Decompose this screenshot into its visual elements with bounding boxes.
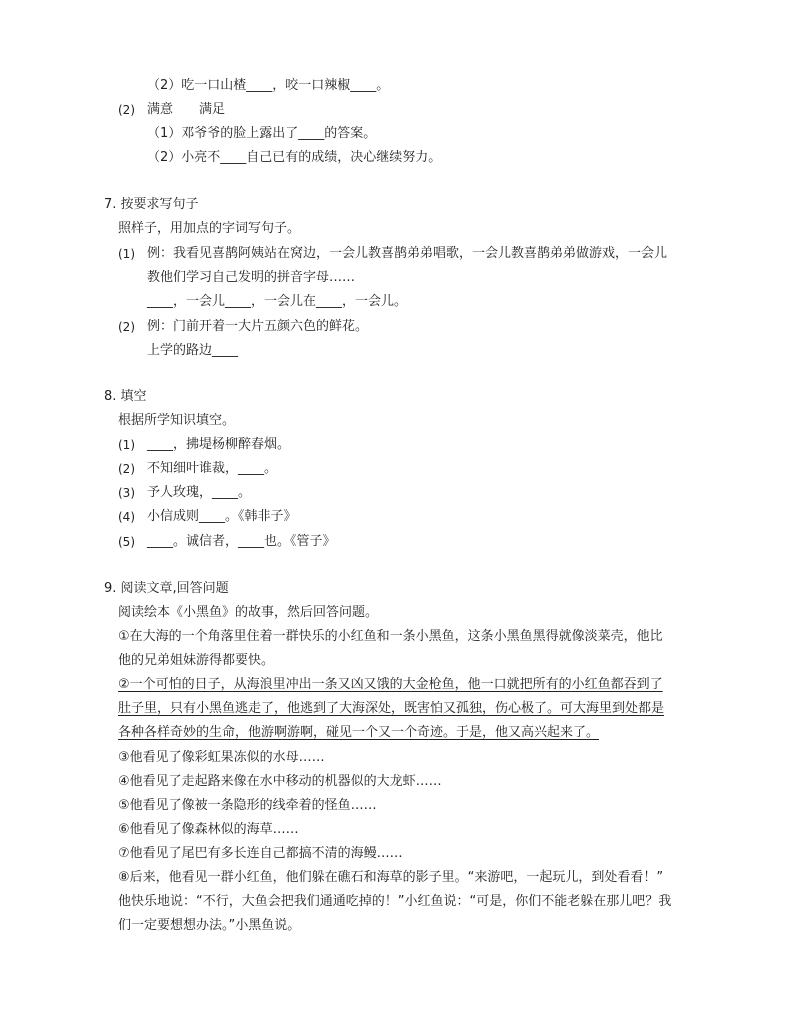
- q7-example-1b: 教他们学习自己发明的拼音字母……: [147, 270, 356, 285]
- q7-item-number-1: (1): [118, 247, 135, 261]
- q9-paragraph-3: ③他看见了像彩虹果冻似的水母……: [118, 750, 325, 765]
- q6-word-choices: 满意 满足: [147, 102, 226, 117]
- q9-paragraph-2c-underlined: 各种各样奇妙的生命，他游啊游啊，碰见一个又一个奇迹。于是，他又高兴起来了。: [118, 725, 600, 740]
- q8-item-number: (5): [118, 535, 135, 549]
- q8-title: 8. 填空: [104, 389, 147, 404]
- q9-paragraph-4: ④他看见了走起路来像在水中移动的机器似的大龙虾……: [118, 774, 442, 789]
- q8-item-text: 予人玫瑰，____。: [147, 485, 252, 500]
- q9-paragraph-1a: ①在大海的一个角落里住着一群快乐的小红鱼和一条小黑鱼，这条小黑鱼黑得就像淡菜壳，他比: [118, 629, 663, 644]
- q9-paragraph-2b-underlined: 肚子里，只有小黑鱼逃走了，他逃到了大海深处，既害怕又孤独，伤心极了。可大海里到处都是: [118, 701, 665, 716]
- q9-paragraph-6: ⑥他看见了像森林似的海草……: [118, 822, 299, 837]
- q9-paragraph-8b: 他快乐地说：“不行，大鱼会把我们通通吃掉的！”小红鱼说：“可是，你们不能老躲在那儿吧？我: [118, 894, 672, 909]
- q6-sub2-line: （2）吃一口山楂____，咬一口辣椒____。: [147, 78, 390, 93]
- q8-item-number: (4): [118, 510, 135, 524]
- q9-paragraph-8a: ⑧后来，他看见一群小红鱼，他们躲在礁石和海草的影子里。“来游吧，一起玩儿，到处看看！”: [118, 870, 664, 885]
- q7-title: 7. 按要求写句子: [104, 197, 199, 212]
- q9-paragraph-8c: 们一定要想想办法。”小黑鱼说。: [118, 918, 301, 933]
- q7-example-2: 例：门前开着一大片五颜六色的鲜花。: [147, 319, 369, 334]
- q7-item-number-2: (2): [118, 320, 135, 334]
- q8-item-text: 不知细叶谁裁，____。: [147, 461, 278, 476]
- q9-paragraph-5: ⑤他看见了像被一条隐形的线牵着的怪鱼……: [118, 798, 377, 813]
- q8-item-text: ____，拂堤杨柳醉春烟。: [147, 437, 291, 452]
- q8-item-number: (2): [118, 462, 135, 476]
- q6-fill-1: （1）邓爷爷的脸上露出了____的答案。: [147, 126, 377, 141]
- q8-instruction: 根据所学知识填空。: [118, 413, 236, 428]
- q7-instruction: 照样子，用加点的字词写句子。: [118, 221, 301, 236]
- q6-fill-2: （2）小亮不____自己已有的成绩，决心继续努力。: [147, 150, 442, 165]
- q9-instruction: 阅读绘本《小黑鱼》的故事，然后回答问题。: [118, 605, 379, 620]
- q8-item-number: (1): [118, 438, 135, 452]
- q6-item-number-2: (2): [118, 103, 135, 117]
- q8-item-number: (3): [118, 486, 135, 500]
- q7-answer-line-1: ____，一会儿____，一会儿在____，一会儿。: [147, 294, 408, 309]
- q7-example-1a: 例：我看见喜鹊阿姨站在窝边，一会儿教喜鹊弟弟唱歌，一会儿教喜鹊弟弟做游戏，一会儿: [147, 246, 668, 261]
- q8-item-text: 小信成则____。《韩非子》: [147, 509, 297, 524]
- q9-paragraph-7: ⑦他看见了尾巴有多长连自己都搞不清的海鳗……: [118, 846, 403, 861]
- q8-item-text: ____。诚信者，____也。《管子》: [147, 534, 336, 549]
- q9-title: 9. 阅读文章,回答问题: [104, 581, 229, 596]
- q9-paragraph-2a-underlined: ②一个可怕的日子，从海浪里冲出一条又凶又饿的大金枪鱼，他一口就把所有的小红鱼都吞到了: [118, 677, 663, 692]
- q7-answer-line-2: 上学的路边____: [147, 343, 239, 358]
- q9-paragraph-1b: 他的兄弟姐妹游得都要快。: [118, 653, 275, 668]
